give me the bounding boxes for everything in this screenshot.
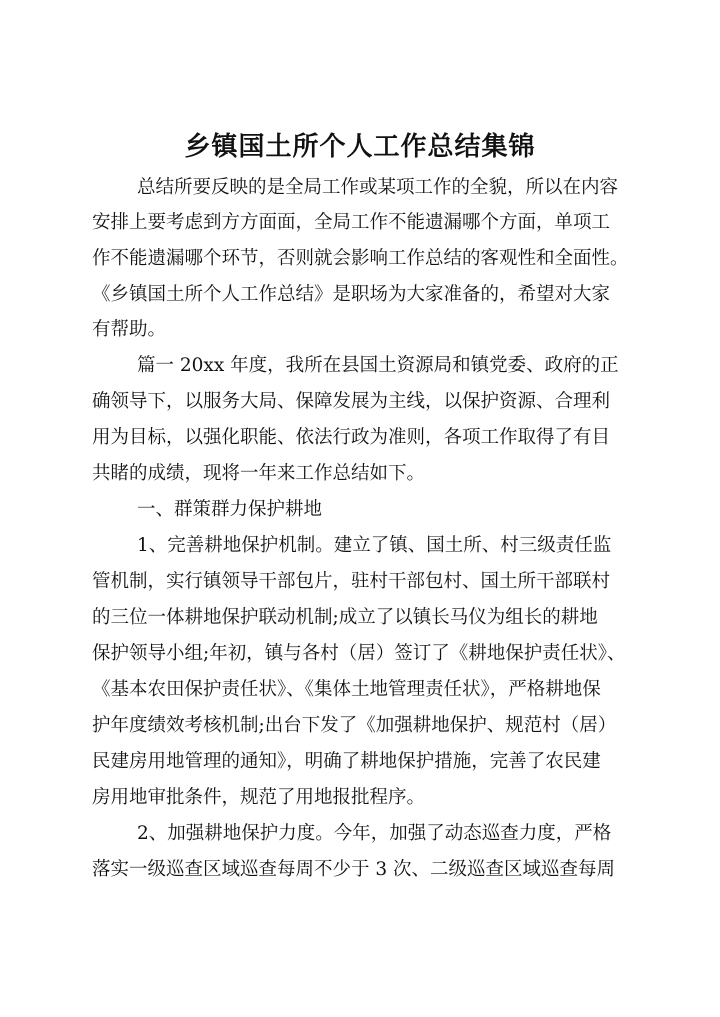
paragraph-line: 护年度绩效考核机制;出台下发了《加强耕地保护、规范村（居）	[92, 715, 617, 736]
paragraph-line: 《基本农田保护责任状》、《集体土地管理责任状》，严格耕地保	[92, 679, 601, 700]
paragraph-line: 1、完善耕地保护机制。建立了镇、国土所、村三级责任监	[137, 535, 612, 556]
paragraph-line: 有帮助。	[92, 319, 167, 340]
paragraph-line: 《乡镇国土所个人工作总结》是职场为大家准备的，希望对大家	[92, 284, 611, 305]
paragraph-line: 保护领导小组;年初，镇与各村（居）签订了《耕地保护责任状》、	[92, 643, 626, 664]
paragraph-line: 共睹的成绩，现将一年来工作总结如下。	[92, 463, 426, 484]
paragraph-line: 的三位一体耕地保护联动机制;成立了以镇长马仪为组长的耕地	[92, 607, 598, 628]
paragraph-line: 作不能遗漏哪个环节，否则就会影响工作总结的客观性和全面性。	[92, 248, 629, 269]
paragraph-line: 房用地审批条件，规范了用地报批程序。	[92, 787, 426, 808]
section-heading: 一、群策群力保护耕地	[137, 499, 323, 520]
paragraph-line: 管机制，实行镇领导干部包片，驻村干部包村、国土所干部联村	[92, 571, 611, 592]
paragraph-line: 用为目标，以强化职能、依法行政为准则，各项工作取得了有目	[92, 427, 611, 448]
paragraph-line: 总结所要反映的是全局工作或某项工作的全貌，所以在内容	[137, 177, 619, 198]
paragraph-line: 2、加强耕地保护力度。今年，加强了动态巡查力度，严格	[137, 823, 612, 844]
paragraph-line: 民建房用地管理的通知》，明确了耕地保护措施，完善了农民建	[92, 751, 601, 772]
paragraph-line: 篇一 20xx 年度，我所在县国土资源局和镇党委、政府的正	[137, 355, 619, 376]
document-title: 乡镇国土所个人工作总结集锦	[184, 132, 536, 162]
paragraph-line: 安排上要考虑到方方面面，全局工作不能遗漏哪个方面，单项工	[92, 212, 611, 233]
paragraph-line: 落实一级巡查区域巡查每周不少于 3 次、二级巡查区域巡查每周	[92, 859, 616, 880]
paragraph-line: 确领导下，以服务大局、保障发展为主线，以保护资源、合理利	[92, 391, 611, 412]
